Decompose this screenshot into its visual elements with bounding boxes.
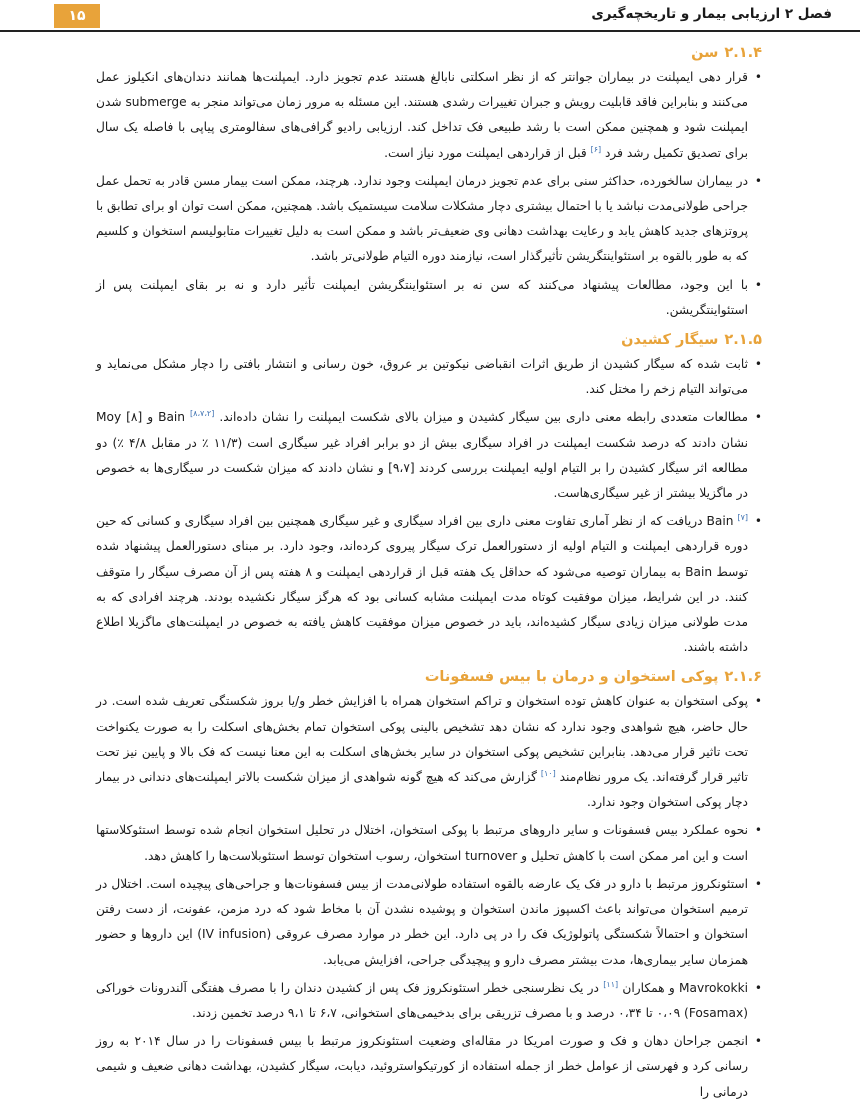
section-osteoporosis xyxy=(96,669,762,1104)
list-item xyxy=(96,352,762,402)
bullet-icon: • xyxy=(754,514,762,529)
document-body xyxy=(96,36,762,1108)
section-number: ۲.۱.۵ xyxy=(724,332,762,349)
paragraph-text: استئونکروز مرتبط با دارو در فک یک عارضه بالقوه استفاده طولانی‌مدت از بیس فسفونات‌ها و جراحی‌های پیچیده است. اختلال در ترمیم استخوان می‌تواند باعث اکسپوز ماندن استخوان و پوشیده نشدن آن با مخاط شود که درد مزمن، عفونت، از دست رفتن استخوان و احتمالاً شکستگی پاتولوژیک فک را در پی دارد. این خطر در موارد مصرف عروقی (IV infusion) این داروها و حضور همزمان سایر بیماری‌ها، مدت بیشتر مصرف دارو و پیچیدگی جراحی، افزایش می‌یابد. xyxy=(96,876,748,967)
bullet-icon: • xyxy=(754,1034,762,1049)
section-title: سن xyxy=(691,45,719,61)
list-item xyxy=(96,169,762,270)
paragraph-tail: در یک نظرسنجی خطر استئونکروز فک پس از کشیدن دندان را با مصرف هفتگی آلندرونات خوراکی (Fosamax) ۰،۰۹ تا ۰،۳۴ درصد و با مصرف تزریقی برای بدخیمی‌های استخوانی، ۶،۷ تا ۹،۱ درصد تخمین زدند. xyxy=(96,980,748,1020)
section-title: سیگار کشیدن xyxy=(621,332,719,349)
list-item xyxy=(96,509,762,660)
paragraph-text: در بیماران سالخورده، حداکثر سنی برای عدم تجویز درمان ایمپلنت وجود ندارد. هرچند، ممکن است بیمار مسن قادر به تحمل عمل جراحی طولانی‌مدت نباشد یا با احتمال بیشتری دچار مشکلات سلامت سیستمیک باشد. همچنین، ممکن است توان او برای تطابق با پروتزهای جدید کاهش یابد و رعایت بهداشت دهانی وی ضعیف‌تر باشد و ممکن است به دلیل تغییرات متابولیسم استخوان و کلسیم که به طور بالقوه بر استئواینتگریشن تأثیرگذار است، نیازمند دوره التیام طولانی‌تر باشد. xyxy=(96,173,748,264)
paragraph-text: مطالعات متعددی رابطه معنی داری بین سیگار کشیدن و میزان بالای شکست ایمپلنت را نشان داده‌اند. xyxy=(219,410,749,425)
section-title: پوکی استخوان و درمان با بیس فسفونات xyxy=(424,669,719,686)
section-heading xyxy=(96,669,762,685)
bullet-list xyxy=(96,689,762,1104)
list-item xyxy=(96,65,762,166)
paragraph-text: قرار دهی ایمپلنت در بیماران جوانتر که از نظر اسکلتی نابالغ هستند عدم تجویز دارد. ایمپلنت‌ها همانند دندان‌های انکیلوز عمل می‌کنند و بنابراین فاقد قابلیت رویش و جبران تغییرات رشدی هستند. این مسئله به مرور زمان می‌تواند منجر به submerge شدن ایمپلنت شود و همچنین ممکن است با رشد طبیعی فک تداخل کند. ارزیابی رادیو گرافی‌های سفالومتری پیاپی با فاصله یک سال برای تصدیق تکمیل رشد فرد xyxy=(96,70,748,160)
bullet-icon: • xyxy=(754,70,762,84)
bullet-icon: • xyxy=(754,694,762,709)
bullet-icon: • xyxy=(754,876,762,891)
list-item xyxy=(96,818,762,868)
section-heading xyxy=(96,332,762,348)
bullet-list xyxy=(96,352,762,660)
section-smoking xyxy=(96,332,762,660)
paragraph-text: Mavrokokki و همکاران xyxy=(622,980,749,995)
paragraph-text: نحوه عملکرد بیس فسفونات و سایر داروهای مرتبط با پوکی استخوان، اختلال در تحلیل استخوان انجام شده توسط استئوکلاستها است و این امر ممکن است با کاهش تحلیل و turnover استخوان، رسوب استخوان توسط استئوبلاست‌ها را کاهش دهد. xyxy=(96,823,748,863)
list-item xyxy=(96,976,762,1026)
list-item xyxy=(96,872,762,973)
bullet-icon: • xyxy=(754,410,762,425)
chapter-title: فصل ۲ ارزیابی بیمار و تاریخچه‌گیری xyxy=(591,6,832,22)
paragraph-text: Bain xyxy=(706,514,734,529)
paragraph-text: ثابت شده که سیگار کشیدن از طریق اثرات انقباضی نیکوتین بر عروق، خون رسانی و انتشار بافتی را دچار مشکل می‌نماید و می‌تواند التیام زخم را مختل کند. xyxy=(96,357,748,397)
citation-ref[interactable]: [۱۰] xyxy=(540,769,556,779)
paragraph-text: انجمن جراحان دهان و فک و صورت امریکا در مقاله‌ای وضعیت استئونکروز مرتبط با بیس فسفونات را در سال ۲۰۱۴ به روز رسانی کرد و فهرستی از عوامل خطر از جمله استفاده از کورتیکواستروئید، دیابت، سیگار کشیدن، بهداشت دهانی ضعیف و شیمی درمانی را xyxy=(96,1034,748,1099)
paragraph-tail: قبل از قراردهی ایمپلنت مورد نیاز است. xyxy=(384,145,591,160)
section-number: ۲.۱.۶ xyxy=(724,669,762,686)
paragraph-tail: Bain و Moy [۸] نشان دادند که درصد شکست ایمپلنت در افراد سیگاری بیش از دو برابر افراد غیر سیگاری است (۱۱/۳ ٪ در مقابل ۴/۸ ٪) دو مطالعه اثر سیگار کشیدن را بر التیام اولیه ایمپلنت بررسی کردند [۹،۷] و نشان دادند که میزان شکست در سیگاری‌ها به خصوص در ماگزیلا بیشتر از غیر سیگاری‌هاست. xyxy=(96,410,748,501)
citation-ref[interactable]: [۶] xyxy=(590,144,602,154)
bullet-icon: • xyxy=(754,357,762,372)
bullet-list xyxy=(96,65,762,323)
section-age xyxy=(96,45,762,323)
page-header xyxy=(0,0,860,32)
paragraph-text: پوکی استخوان به عنوان کاهش توده استخوان و تراکم استخوان همراه با افزایش خطر و/یا بروز شکستگی تعریف شده است. در حال حاضر، هیچ شواهدی وجود ندارد که نشان دهد تشخیص بالینی پوکی استخوان تمام بخش‌های اسکلت را به صورت یکنواخت تحت تاثیر قرار می‌دهد. بنابراین تشخیص پوکی استخوان در سایر بخش‌های اسکلت به این معنا نیست که فک بالا و پایین نیز تحت تاثیر قرار گرفته‌اند. یک مرور نظام‌مند xyxy=(96,694,749,785)
citation-ref[interactable]: [۷] xyxy=(737,513,749,523)
list-item xyxy=(96,1029,762,1105)
section-number: ۲.۱.۴ xyxy=(724,45,762,61)
citation-ref[interactable]: [۸،۷،۲] xyxy=(190,409,215,419)
paragraph-tail: دریافت که از نظر آماری تفاوت معنی داری بین افراد سیگاری و غیر سیگاری همچنین بین افراد سیگاری و کسانی که حین دوره قراردهی ایمپلنت و التیام اولیه از دستورالعمل ترک سیگار پیروی کرده‌اند، وجود دارد. بر مبنای دستورالعمل پیشنهاد شده توسط Bain به بیماران توصیه می‌شود که حداقل یک هفته قبل از قراردهی ایمپلنت و ۸ هفته پس از آن مصرف سیگار را متوقف کنند. در این شرایط، میزان موفقیت کوتاه مدت ایمپلنت مشابه کسانی بود که هرگز سیگار نکشیده بودند. هرچند افرادی که به مدت طولانی میزان زیادی سیگار کشیده‌اند، باید در خصوص میزان موفقیت کاهش یافته به خصوص در ایمپلنت‌های ماگزیلا اطلاع داشته باشند. xyxy=(96,514,748,655)
citation-ref[interactable]: [۱۱] xyxy=(603,979,619,989)
bullet-icon: • xyxy=(754,980,762,995)
page-number: ۱۵ xyxy=(54,4,100,28)
bullet-icon: • xyxy=(754,277,762,292)
paragraph-tail: گزارش می‌کند که هیچ گونه شواهدی از میزان شکست بالاتر ایمپلنت‌های دندانی در بیمار دچار پوکی استخوان وجود ندارد. xyxy=(96,770,748,810)
bullet-icon: • xyxy=(754,173,762,188)
section-heading xyxy=(96,45,762,61)
paragraph-text: با این وجود، مطالعات پیشنهاد می‌کنند که سن نه بر استئواینتگریشن ایمپلنت تأثیر دارد و نه بر بقای ایمپلنت پس از استئواینتگریشن. xyxy=(96,277,748,317)
list-item xyxy=(96,273,762,323)
list-item xyxy=(96,405,762,506)
list-item xyxy=(96,689,762,815)
bullet-icon: • xyxy=(754,823,762,838)
